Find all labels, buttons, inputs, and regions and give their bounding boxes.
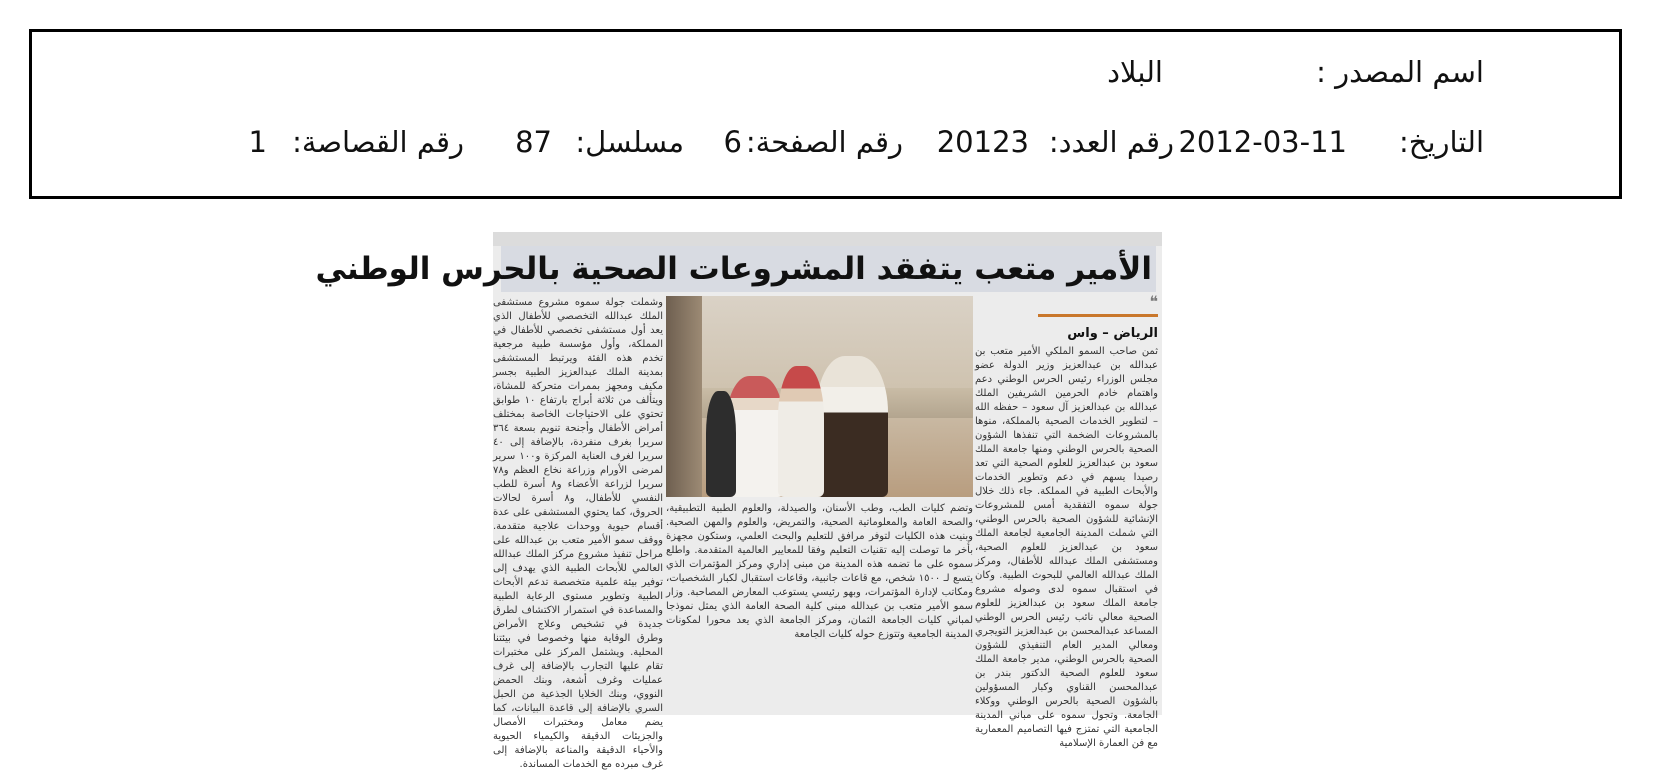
clip-number-value: 1 bbox=[248, 125, 267, 159]
page-label: رقم الصفحة: bbox=[745, 125, 903, 159]
issue-label: رقم العدد: bbox=[1048, 125, 1174, 159]
article-column-right-text: ثمن صاحب السمو الملكي الأمير متعب بن عبدالله بن عبدالعزيز وزير الدولة عضو مجلس الوزراء رئيس الحرس الوطني دعم واهتمام خادم الحرمين الشريفين الملك عبدالله بن عبدالعزيز آل سعود – حفظه الله – لتطوير الخدمات الصحية بالمملكة، منوها بالمشروعات الضخمة التي تنفذها الشؤون الصحية بالحرس الوطني ومنها جامعة الملك سعود بن عبدالعزيز للعلوم الصحية التي تعد رصيدا يسهم في دعم وتطوير الخدمات والأبحاث الطبية في المملكة. جاء ذلك خلال جولة سموه التفقدية أمس للمشروعات الإنشائية للشؤون الصحية بالحرس الوطني، التي شملت المدينة الجامعية لجامعة الملك سعود بن عبدالعزيز للعلوم الصحية، ومستشفى الملك عبدالله للأطفال، ومركز الملك عبدالله العالمي للبحوث الطبية. وكان في استقبال سموه لدى وصوله مشروع جامعة الملك سعود بن عبدالعزيز للعلوم الصحية معالي نائب رئيس الحرس الوطني المساعد عبدالمحسن بن عبدالعزيز التويجري ومعالي المدير العام التنفيذي للشؤون الصحية بالحرس الوطني، مدير جامعة الملك سعود للعلوم الصحية الدكتور بندر بن عبدالمحسن القناوي وكبار المسؤولين بالشؤون الصحية بالحرس الوطني ووكلاء الجامعة. وتجول سموه على مباني المدينة الجامعية التي تمتزج فيها التصاميم المعمارية مع فن العمارة الإسلامية bbox=[975, 346, 1158, 749]
issue-value: 20123 bbox=[936, 125, 1029, 159]
article-column-middle: وتضم كليات الطب، وطب الأسنان، والصيدلة، والعلوم الطبية التطبيقية، والصحة العامة والمعلوماتية الصحية، والتمريض، والعلوم والمهن الصحية. وبنيت هذه الكليات لتوفر مرافق للتعليم والبحث العلمي، وستكون مجهزة بأخر ما توصلت إليه تقنيات التعليم وفقا للمعايير العالمية المتقدمة. واطلع سموه على ما تضمه هذه المدينة من مبنى إداري ومركز المؤتمرات الذي يتسع لـ ١٥٠٠ شخص، مع قاعات جانبية، وقاعات استقبال لكبار الشخصيات، ومكاتب لإدارة المؤتمرات، وبهو رئيسي يستوعب المعارض المصاحبة. وزار سمو الأمير متعب بن عبدالله مبنى كلية الصحة العامة الذي يمثل نموذجا لمباني كليات الجامعة الثمان، ومركز الجامعة الذي يعد محورا لمكونات المدينة الجامعية وتتوزع حوله كليات الجامعة bbox=[666, 503, 973, 640]
source-value: البلاد bbox=[1107, 55, 1163, 89]
date-value: 2012-03-11 bbox=[1178, 125, 1347, 159]
source-label: اسم المصدر : bbox=[1316, 55, 1484, 89]
serial-value: 87 bbox=[515, 125, 552, 159]
date-label: التاريخ: bbox=[1398, 125, 1484, 159]
clipping-top-strip bbox=[493, 232, 1162, 246]
orange-rule-divider bbox=[1038, 314, 1158, 317]
serial-label: مسلسل: bbox=[575, 125, 684, 159]
clip-number-label: رقم القصاصة: bbox=[292, 125, 464, 159]
article-column-left: وشملت جولة سموه مشروع مستشفى الملك عبدالله التخصصي للأطفال الذي يعد أول مستشفى تخصصي للأطفال في المملكة، وأول مؤسسة طبية مرجعية تخدم هذه الفئة ويرتبط المستشفى بمدينة الملك عبدالعزيز الطبية بجسر مكيف ومجهز بممرات متحركة للمشاة، ويتألف من ثلاثة أبراج بارتفاع ١٠ طوابق تحتوي على الاحتياجات الخاصة بمختلف أمراض الأطفال وأجنحة تنويم بسعة ٣٦٤ سريرا بغرف منفردة، بالإضافة إلى ٤٠ سريرا لغرف العناية المركزة و١٠٠ سرير لمرضى الأورام وزراعة نخاع العظم و٧٨ سريرا لزراعة الأعضاء و٨ أسرة للطب النفسي للأطفال، و٨ أسرة لحالات الحروق، كما يحتوي المستشفى على عدة أقسام حيوية ووحدات علاجية متقدمة. ووقف سمو الأمير متعب بن عبدالله على مراحل تنفيذ مشروع مركز الملك عبدالله العالمي للأبحاث الطبية الذي يهدف إلى توفير بيئة علمية متخصصة تدعم الأبحاث الطبية وتطوير مستوى الرعاية الطبية والمساعدة في استمرار الاكتشاف لطرق جديدة في تشخيص وعلاج الأمراض وطرق الوقاية منها وخصوصا في بيئتنا المحلية. ويشتمل المركز على مختبرات تقام عليها التجارب بالإضافة إلى غرف عمليات وغرف أشعة، وبنك الحمض النووي، وبنك الخلايا الجذعية من الحبل السري بالإضافة إلى قاعدة البيانات، كما يضم معامل ومختبرات الأمصال والجزيئات الدقيقة والكيمياء الحيوية والأحياء الدقيقة والمناعة بالإضافة إلى غرف مبرده مع الخدمات المساندة. bbox=[493, 297, 664, 770]
photo-figure bbox=[778, 366, 824, 497]
photo-figure bbox=[706, 391, 736, 497]
article-byline: الرياض – واس bbox=[1067, 326, 1158, 341]
newspaper-clipping bbox=[315, 232, 1162, 770]
page-value: 6 bbox=[723, 125, 742, 159]
photo-figure bbox=[816, 356, 888, 497]
photo-pillar bbox=[666, 296, 702, 497]
article-photo bbox=[666, 296, 973, 497]
quote-mark-icon: ❝ bbox=[1149, 292, 1158, 311]
clipping-info-box bbox=[29, 29, 1622, 199]
article-column-right bbox=[975, 292, 1158, 749]
article-headline: الأمير متعب يتفقد المشروعات الصحية بالحرس الوطني bbox=[501, 246, 1156, 292]
